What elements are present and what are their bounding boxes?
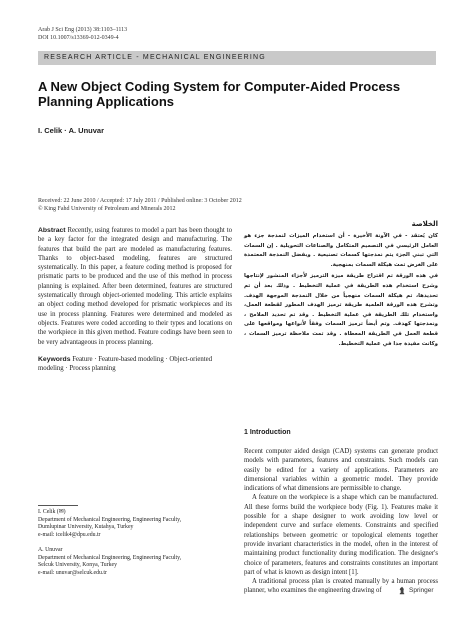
doi: DOI 10.1007/s13369-012-0349-4: [38, 35, 119, 41]
introduction-body: [244, 447, 438, 596]
intro-paragraph-1: Recent computer aided design (CAD) systems can generate product models with parameters, features and constraints. Such models can easily be edited for a variety of applications. Parameters are dimensional variables within a geometric model. They provide indications of what dimensions are permissible to change.: [244, 448, 438, 493]
affiliation-line: Department of Mechanical Engineering, Engineering Faculty,: [38, 516, 182, 523]
publisher-mark: [398, 586, 434, 595]
author-affiliations: [38, 509, 232, 577]
affiliation-line: Dumlupinar University, Kutahya, Turkey: [38, 524, 134, 530]
affiliation-line: Selcuk University, Konya, Turkey: [38, 562, 118, 568]
affiliation-email: e-mail: icelik4@dpu.edu.tr: [38, 531, 101, 538]
left-column: [38, 226, 232, 373]
arabic-abstract-p1: كان يُعتقد - في الآونة الأخيرة - أن استخدام الميزات لنمذجة جزء هو العامل الرئيسي في التصميم المتكامل والصناعات التحويلية . إن السمات التي تبني الجزء يتم نمذجتها كسمات تصنيعية . وبفضل النمذجة المعتمدة على الغرض تمت هيكلة السمات بمنهجية.: [244, 233, 438, 268]
intro-paragraph-2: A feature on the workpiece is a shape which can be manufactured. All these forms build the workpiece body (Fig. 1). Features make it possible for a shape designer to work avoiding low level or independent curve and surface elements. Constraints and specified relationships between geometric or topological elements together provide invariant characteristics in the model, often in the interest of maintaining product functionality during modification. The designer's choice of parameters, features and constraints constitutes an important part of what is known as design intent [1].: [244, 494, 438, 576]
section-heading-introduction: 1 Introduction: [244, 429, 291, 436]
publication-history: [38, 197, 242, 213]
keywords-text: Feature · Feature-based modeling · Object-oriented modeling · Process planning: [38, 355, 213, 373]
abstract-label: Abstract: [38, 227, 66, 234]
arabic-abstract-title: الخلاصة: [411, 220, 438, 228]
affiliation-line: I. Celik (✉): [38, 509, 66, 515]
journal-reference: [38, 26, 127, 42]
keywords-label: Keywords: [38, 355, 71, 363]
journal-citation: Arab J Sci Eng (2013) 38:1103–1113: [38, 27, 128, 33]
abstract-text: Recently, using features to model a part has been thought to be a key factor for the integrated design and manufacturing. The features that build the part are modeled as manufacturing features. Thanks to object-based modeling, features are structured systematically. In this paper, a feature coding method is proposed for prismatic parts to be produced and the use of this method in process planning is explained. After been determined, features are structured systematically through object-oriented modeling. This article explains an object coding method developed for prismatic workpieces and its use in process planning. Features were determined and modeled as objects. Features were coded according to their types and locations on the workpiece in this given method. Feature codings have been seen to be very advantageous in process planning.: [38, 227, 232, 346]
publisher-name: Springer: [409, 587, 434, 594]
affiliation-spacer: [38, 539, 232, 547]
abstract: [38, 226, 232, 347]
springer-knight-icon: [398, 586, 406, 595]
right-column: [244, 220, 438, 351]
copyright-line: © King Fahd University of Petroleum and Minerals 2012: [38, 206, 176, 212]
affiliation-line: A. Unuvar: [38, 547, 63, 553]
affiliation-email: e-mail: unuvar@selcuk.edu.tr: [38, 569, 107, 576]
paper-title: A New Object Coding System for Computer-Aided Process Planning Applications: [38, 79, 401, 109]
arabic-abstract-p2: في هذه الورقة تم اقتراح طريقة ميزة الترميز لأجزاء المنشور لإنتاجها وشرح استخدام هذه الطريقة في عملية التخطيط . وذلك بعد أن تم تحديدها، تم هيكلة السمات منهجياً من خلال النمذجة الموجهة الهدف. وتشرح هذه الورقة العلمية طريقة ترميز الهدف المطور لقطعة العمل، واستخدام تلك الطريقة في عملية التخطيط . وقد تم تحديد الملامح ، ونمذجتها كهدف. وتم أيضاً ترميز السمات وفقاً لأنواعها ومواقعها على قطعة العمل في الطريقة المعطاة . وقد تمت ملاحظة ترميز السمات ، وكانت مفيدة جدا في عملية التخطيط.: [244, 273, 438, 347]
article-type-banner: [38, 51, 436, 65]
footnote-rule: [38, 505, 78, 506]
intro-paragraph-3: A traditional process plan is created manually by a human process planner, who examines the engineering drawing of: [244, 578, 438, 595]
article-type-label: RESEARCH ARTICLE - MECHANICAL ENGINEERING: [44, 54, 266, 61]
dates-line: Received: 22 June 2010 / Accepted: 17 July 2011 / Published online: 3 October 2012: [38, 198, 242, 204]
authors: I. Celik · A. Unuvar: [38, 126, 104, 135]
affiliation-line: Department of Mechanical Engineering, Engineering Faculty,: [38, 554, 182, 561]
keywords: [38, 355, 232, 374]
